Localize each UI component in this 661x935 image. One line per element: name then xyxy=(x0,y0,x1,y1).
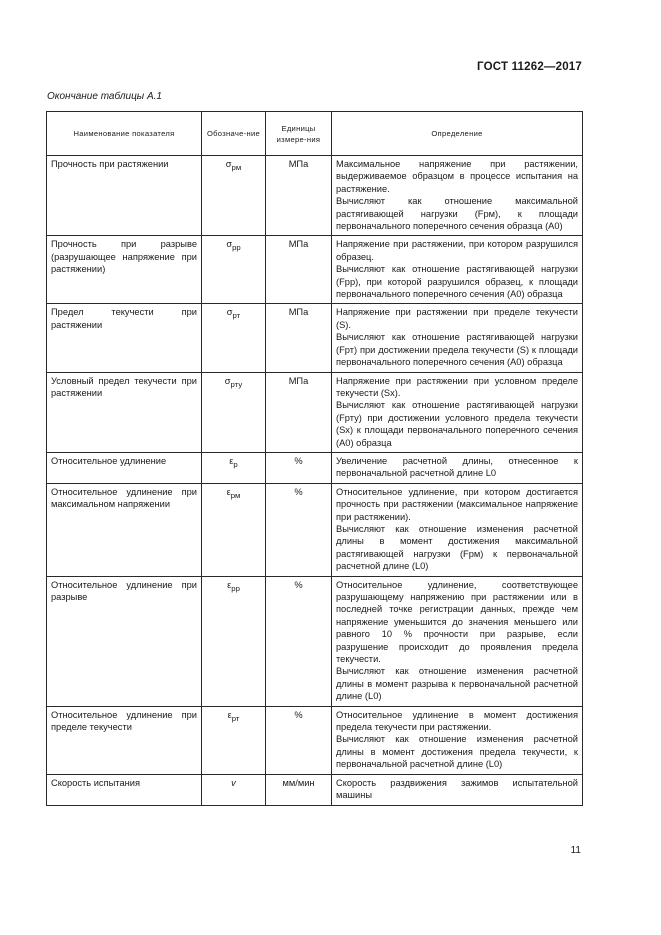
symbol-base: ε xyxy=(227,579,232,590)
symbol-subscript: рт xyxy=(232,311,241,321)
symbol-base: σ xyxy=(226,307,233,318)
table-row xyxy=(47,156,583,236)
indicator-unit: мм/мин xyxy=(266,774,332,805)
indicator-definition xyxy=(332,156,583,236)
symbol-subscript: рр xyxy=(231,583,240,593)
definition-paragraph: Увеличение расчетной длины, отнесенное к первоначальной расчетной длине L0 xyxy=(336,455,578,479)
indicator-definition xyxy=(332,774,583,805)
indicator-name: Предел текучести при растяжении xyxy=(47,304,202,372)
indicator-unit: % xyxy=(266,452,332,483)
indicator-name: Прочность при разрыве (разрушающее напряжение при растяжении) xyxy=(47,236,202,304)
table-row xyxy=(47,706,583,774)
definition-paragraph: Вычисляют как отношение растягивающей нагрузки (Fрр), при которой разрушился образец, к площади первоначального поперечного сечения (A0) образца xyxy=(336,264,578,300)
definition-paragraph: Вычисляют как отношение изменения расчетной длины в момент разрыва к первоначальной расчетной длине (L0) xyxy=(336,666,578,702)
table-caption: Окончание таблицы А.1 xyxy=(47,91,162,102)
indicator-name: Относительное удлинение при пределе текучести xyxy=(47,706,202,774)
indicator-symbol xyxy=(202,774,266,805)
column-header-unit: Единицы измере-ния xyxy=(266,112,332,156)
indicator-definition xyxy=(332,576,583,706)
indicator-unit: % xyxy=(266,576,332,706)
symbol-subscript: рт xyxy=(231,713,240,723)
symbol-base: σ xyxy=(226,239,233,250)
indicator-name: Относительное удлинение при максимальном напряжении xyxy=(47,483,202,576)
indicator-symbol xyxy=(202,236,266,304)
indicator-unit: % xyxy=(266,483,332,576)
definitions-table xyxy=(46,111,583,806)
table-row xyxy=(47,452,583,483)
indicator-name: Относительное удлинение при разрыве xyxy=(47,576,202,706)
indicator-name: Прочность при растяжении xyxy=(47,156,202,236)
indicator-unit: МПа xyxy=(266,156,332,236)
indicator-definition xyxy=(332,706,583,774)
symbol-base: ε xyxy=(226,486,231,497)
symbol-base: σ xyxy=(224,375,231,386)
table-row xyxy=(47,304,583,372)
definition-paragraph: Относительное удлинение в момент достижения предела текучести при растяжении. xyxy=(336,709,578,733)
indicator-symbol xyxy=(202,452,266,483)
indicator-symbol xyxy=(202,706,266,774)
column-header-definition: Определение xyxy=(332,112,583,156)
indicator-definition xyxy=(332,372,583,452)
definition-paragraph: Напряжение при растяжении при условном пределе текучести (Sх). xyxy=(336,375,578,398)
definition-paragraph: Вычисляют как отношение растягивающей нагрузки (Fрт) при достижении предела текучести (S) к площади первоначального поперечного сечения (A0) образца xyxy=(336,332,578,368)
table-header-row xyxy=(47,112,583,156)
indicator-symbol xyxy=(202,576,266,706)
definition-paragraph: Относительное удлинение, при котором достигается прочность при растяжении (максимальное напряжение при растяжении). xyxy=(336,486,578,522)
indicator-name: Относительное удлинение xyxy=(47,452,202,483)
indicator-definition xyxy=(332,483,583,576)
indicator-unit: % xyxy=(266,706,332,774)
indicator-name: Скорость испытания xyxy=(47,774,202,805)
symbol-subscript: рр xyxy=(232,243,241,253)
indicator-symbol xyxy=(202,372,266,452)
definition-paragraph: Относительное удлинение, соответствующее разрушающему напряжению при растяжении или в последней точке регистрации данных, прежде чем напряжение уменьшится до значения меньшего или равного 10 % прочности при разрыве, если разрушение происходит до проявления предела текучести. xyxy=(336,579,578,665)
indicator-symbol xyxy=(202,304,266,372)
symbol-subscript: рту xyxy=(230,379,243,389)
symbol-subscript: рм xyxy=(230,490,241,500)
indicator-unit: МПа xyxy=(266,304,332,372)
definition-paragraph: Вычисляют как отношение изменения расчетной длины в момент достижения максимальной растягивающей нагрузки (Fрм) к первоначальной расчетной длине (L0) xyxy=(336,523,578,572)
symbol-base: ε xyxy=(227,709,232,720)
column-header-symbol: Обозначе-ние xyxy=(202,112,266,156)
indicator-name: Условный предел текучести при растяжении xyxy=(47,372,202,452)
indicator-symbol xyxy=(202,156,266,236)
definition-paragraph: Максимальное напряжение при растяжении, выдерживаемое образцом в процессе испытания на растяжение. xyxy=(336,159,578,194)
indicator-unit: МПа xyxy=(266,372,332,452)
symbol-base: ε xyxy=(229,455,234,466)
definition-paragraph: Вычисляют как отношение растягивающей нагрузки (Fрту) при достижении условного предела текучести (Sх) к площади первоначального поперечного сечения (A0) образца xyxy=(336,400,578,448)
symbol-base: v xyxy=(231,777,236,788)
symbol-subscript: р xyxy=(233,459,238,469)
symbol-subscript: рм xyxy=(231,162,242,172)
definition-paragraph: Вычисляют как отношение изменения расчетной длины в момент достижения предела текучести, к первоначальной расчетной длине (L0) xyxy=(336,734,578,770)
indicator-definition xyxy=(332,236,583,304)
indicator-unit: МПа xyxy=(266,236,332,304)
page-number: 11 xyxy=(570,845,581,856)
column-header-name: Наименование показателя xyxy=(47,112,202,156)
symbol-base: σ xyxy=(225,159,232,169)
table-row xyxy=(47,774,583,805)
document-code: ГОСТ 11262—2017 xyxy=(477,61,582,73)
definition-paragraph: Напряжение при растяжении при пределе текучести (S). xyxy=(336,307,578,330)
definition-paragraph: Вычисляют как отношение максимальной растягивающей нагрузки (Fрм), к площади первоначального поперечного сечения образца (A0) xyxy=(336,196,578,232)
table-row xyxy=(47,372,583,452)
table-row xyxy=(47,236,583,304)
indicator-symbol xyxy=(202,483,266,576)
definition-paragraph: Скорость раздвижения зажимов испытательной машины xyxy=(336,777,578,801)
table-row xyxy=(47,483,583,576)
table-row xyxy=(47,576,583,706)
indicator-definition xyxy=(332,304,583,372)
indicator-definition xyxy=(332,452,583,483)
definition-paragraph: Напряжение при растяжении, при котором разрушился образец. xyxy=(336,239,578,262)
